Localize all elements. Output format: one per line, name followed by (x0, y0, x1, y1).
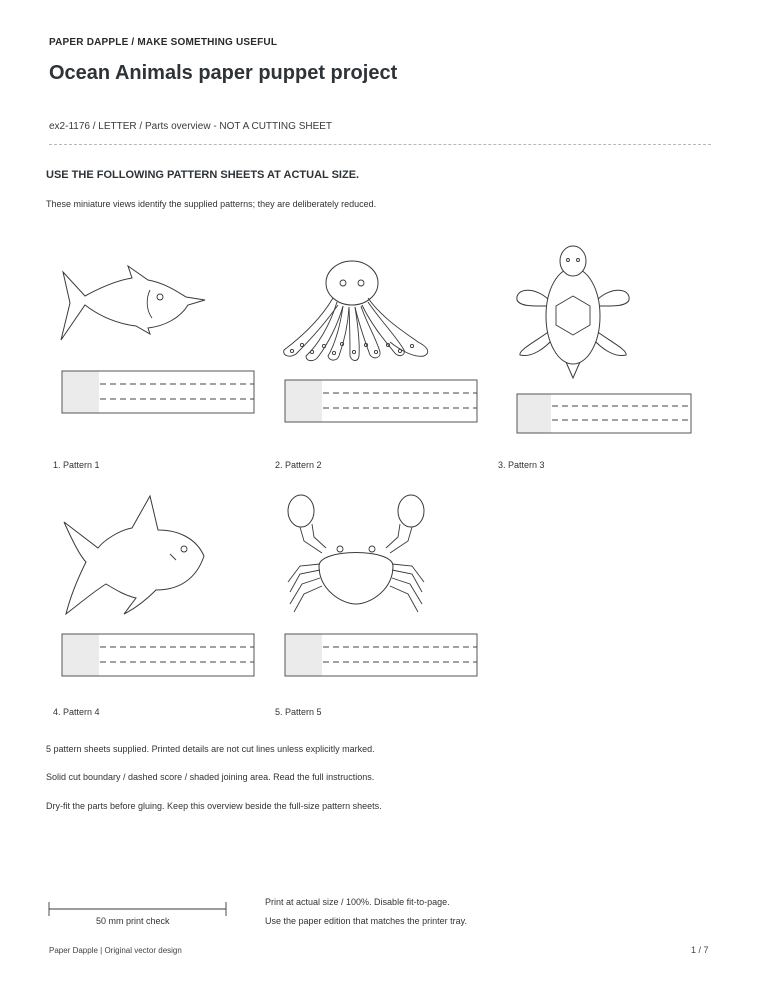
document-meta: ex2-1176 / LETTER / Parts overview - NOT A CUTTING SHEET (49, 121, 333, 132)
pattern-caption: 4. Pattern 4 (53, 707, 100, 717)
pattern-caption: 5. Pattern 5 (275, 707, 322, 717)
section-heading: USE THE FOLLOWING PATTERN SHEETS AT ACTUAL SIZE. (46, 169, 360, 181)
scale-bar (49, 902, 226, 916)
brand-breadcrumb: PAPER DAPPLE / MAKE SOMETHING USEFUL (49, 37, 278, 48)
swordfish-icon (61, 266, 205, 340)
scale-label: 50 mm print check (96, 916, 170, 926)
note-text: 5 pattern sheets supplied. Printed details are not cut lines unless explicitly marked. (46, 744, 375, 754)
crab-icon (288, 495, 424, 612)
pattern-caption: 3. Pattern 3 (498, 460, 545, 470)
joining-tab (517, 394, 691, 433)
joining-tab (62, 634, 254, 676)
print-note: Print at actual size / 100%. Disable fit-to-page. (265, 897, 450, 907)
note-text: Solid cut boundary / dashed score / shaded joining area. Read the full instructions. (46, 772, 375, 782)
note-text: Dry-fit the parts before gluing. Keep this overview beside the full-size pattern sheets. (46, 801, 382, 811)
pattern-caption: 1. Pattern 1 (53, 460, 100, 470)
page-number: 1 / 7 (691, 945, 709, 955)
footer-credit: Paper Dapple | Original vector design (49, 946, 182, 955)
print-note: Use the paper edition that matches the printer tray. (265, 916, 467, 926)
section-intro: These miniature views identify the supplied patterns; they are deliberately reduced. (46, 199, 377, 209)
joining-tab (62, 371, 254, 413)
octopus-icon (284, 261, 428, 361)
joining-tab (285, 380, 477, 422)
page-title: Ocean Animals paper puppet project (49, 62, 398, 84)
joining-tab (285, 634, 477, 676)
pattern-caption: 2. Pattern 2 (275, 460, 322, 470)
shark-icon (64, 496, 204, 614)
turtle-icon (517, 246, 629, 378)
